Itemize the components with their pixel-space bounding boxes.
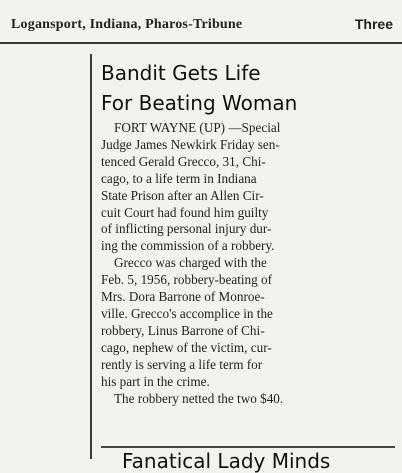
headline-line: For Beating Woman [101,91,298,115]
article-paragraph [101,255,395,390]
text-line: ing the commission of a robbery. [101,238,275,254]
text-line: his part in the crime. [101,373,210,389]
page-number: Three [354,16,393,32]
next-article-headline-text: Fanatical Lady Minds [122,449,331,473]
article-paragraph [101,391,395,408]
masthead [0,0,402,44]
text-line: cuit Court had found him guilty [101,204,269,220]
text-line: State Prison after an Allen Cir- [101,187,264,203]
masthead-divider [0,42,402,44]
text-line: cago, nephew of the victim, cur- [101,339,272,355]
headline-line: Bandit Gets Life [101,61,261,85]
text-line: tenced Gerald Grecco, 31, Chi- [101,153,266,169]
text-line: Mrs. Dora Barrone of Monroe- [101,289,265,305]
news-article [101,58,395,407]
text-line: Judge James Newkirk Friday sen- [101,136,280,152]
text-line: The robbery netted the two $40. [114,390,284,406]
text-line: cago, to a life term in Indiana [101,170,257,186]
text-line: FORT WAYNE (UP) —Special [114,120,281,135]
article-headline [101,58,395,118]
text-line: rently is serving a life term for [101,356,263,372]
text-line: ville. Grecco's accomplice in the [101,305,273,321]
newspaper-dateline: Logansport, Indiana, Pharos-Tribune [11,17,243,32]
column-divider [90,54,92,459]
next-article-headline-cropped [122,449,372,473]
article-body [101,120,395,407]
text-line: Feb. 5, 1956, robbery-beating of [101,272,273,288]
text-line: robbery, Linus Barrone of Chi- [101,322,265,338]
text-line: of inflicting personal injury dur- [101,221,272,237]
article-paragraph [101,120,395,255]
article-end-rule [101,446,395,448]
text-line: Grecco was charged with the [114,255,267,271]
